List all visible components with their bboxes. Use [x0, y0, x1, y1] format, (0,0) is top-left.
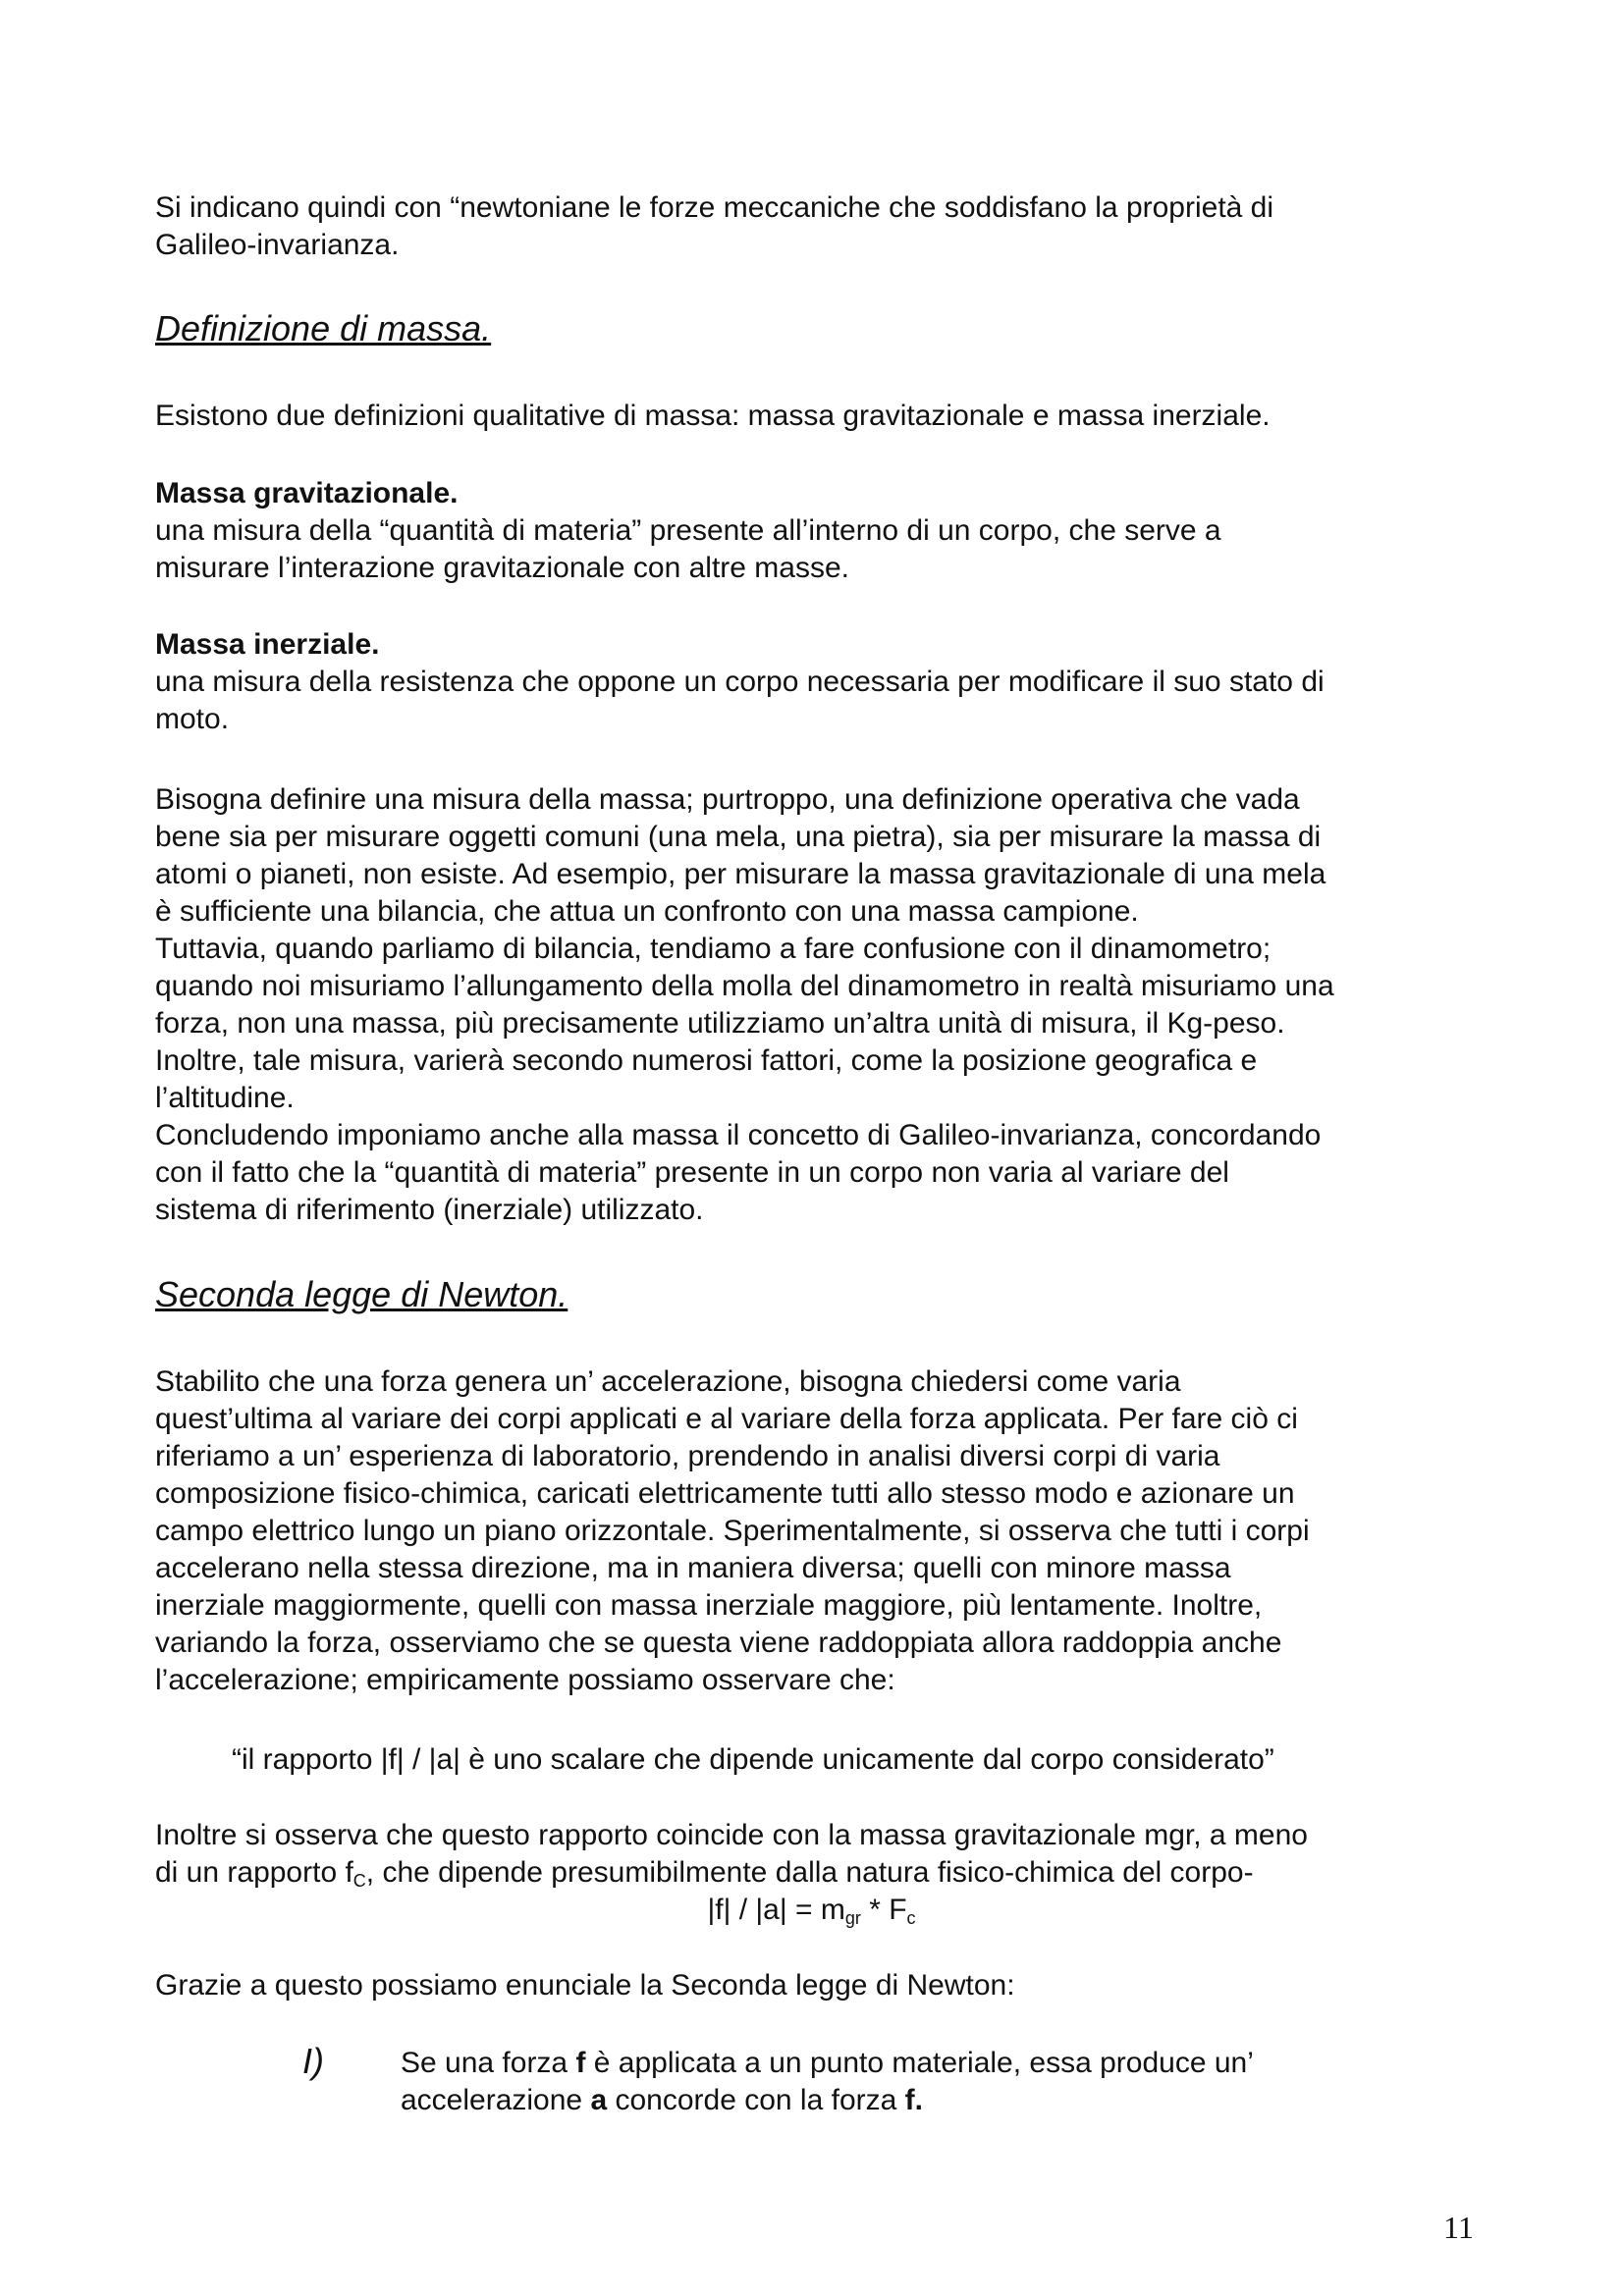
paragraph-line: Inoltre, tale misura, varierà secondo numerosi fattori, come la posizione geografica e — [155, 1044, 1258, 1077]
enunciate-line — [155, 1967, 1471, 2004]
formula-text: * F — [860, 1894, 907, 1926]
paragraph-line: l’altitudine. — [155, 1082, 295, 1114]
ratio-paragraph — [155, 1817, 1471, 1892]
page-number: 11 — [1443, 2210, 1474, 2245]
grav-mass-title: Massa gravitazionale. — [155, 477, 459, 509]
mass-formula — [0, 1892, 1623, 1929]
paragraph-line: riferiamo a un’ esperienza di laboratorio, prendendo in analisi diversi corpi di varia — [155, 1440, 1220, 1472]
intro-line: Si indicano quindi con “newtoniane le forze meccaniche che soddisfano la proprietà di — [155, 191, 1274, 224]
law-bold: f. — [904, 2084, 923, 2116]
paragraph-line: composizione fisico-chimica, caricati elettricamente tutti allo stesso modo e azionare un — [155, 1477, 1295, 1510]
law-bold: a — [590, 2084, 608, 2116]
inert-mass-line: moto. — [155, 703, 230, 735]
formula-text: |f| / |a| = m — [707, 1894, 845, 1926]
ratio-text: di un rapporto f — [155, 1856, 353, 1889]
intro-line: Galileo-invarianza. — [155, 229, 400, 261]
formula-subscript: c — [906, 1908, 916, 1928]
law-number: I) — [302, 2041, 324, 2081]
paragraph-line: è sufficiente una bilancia, che attua un confronto con una massa campione. — [155, 895, 1139, 928]
section-heading-newton: Seconda legge di Newton. — [155, 1274, 568, 1314]
law-segment: accelerazione — [401, 2084, 591, 2116]
inert-mass-line: una misura della resistenza che oppone un corpo necessaria per modificare il suo stato di — [155, 666, 1325, 698]
paragraph-line: campo elettrico lungo un piano orizzontale. Sperimentalmente, si osserva che tutti i corpi — [155, 1515, 1310, 1547]
intro-paragraph — [155, 189, 1471, 264]
paragraph-line: Tuttavia, quando parliamo di bilancia, tendiamo a fare confusione con il dinamometro; — [155, 933, 1271, 965]
enunciate-text: Grazie a questo possiamo enunciale la Seconda legge di Newton: — [155, 1969, 1015, 2002]
law-segment: è applicata a un punto materiale, essa produce un’ — [585, 2047, 1254, 2079]
formula-subscript: gr — [844, 1908, 861, 1928]
paragraph-line: forza, non una massa, più precisamente utilizziamo un’altra unità di misura, il Kg-peso. — [155, 1007, 1285, 1040]
paragraph-line: quando noi misuriamo l’allungamento della molla del dinamometro in realtà misuriamo una — [155, 970, 1334, 1002]
grav-mass-paragraph — [155, 475, 1471, 587]
ratio-line — [155, 1854, 1471, 1892]
paragraph-line: inerziale maggiormente, quelli con massa inerziale maggiore, più lentamente. Inoltre, — [155, 1589, 1263, 1622]
paragraph-line: Concludendo imponiamo anche alla massa il concetto di Galileo-invarianza, concordando — [155, 1119, 1322, 1151]
paragraph-line: con il fatto che la “quantità di materia” presente in un corpo non varia al variare del — [155, 1156, 1229, 1189]
paragraph-line: bene sia per misurare oggetti comuni (una mela, una pietra), sia per misurare la massa di — [155, 821, 1322, 853]
paragraph-line: quest’ultima al variare dei corpi applicati e al variare della forza applicata. Per fare ciò ci — [155, 1403, 1298, 1435]
inert-mass-paragraph — [155, 626, 1471, 738]
law-segment: Se una forza — [401, 2047, 576, 2079]
paragraph-line: Bisogna definire una misura della massa; purtroppo, una definizione operativa che vada — [155, 783, 1300, 816]
mass-intro-line: Esistono due definizioni qualitative di massa: massa gravitazionale e massa inerziale. — [155, 400, 1271, 432]
ratio-quote: “il rapporto |f| / |a| è uno scalare che dipende unicamente dal corpo considerato” — [232, 1743, 1274, 1776]
paragraph-line: variando la forza, osserviamo che se questa viene raddoppiata allora raddoppia anche — [155, 1627, 1282, 1659]
paragraph-line: sistema di riferimento (inerziale) utilizzato. — [155, 1194, 704, 1226]
paragraph-line: l’accelerazione; empiricamente possiamo osservare che: — [155, 1664, 895, 1696]
law-segment: concorde con la forza — [607, 2084, 905, 2116]
grav-mass-line: misurare l’interazione gravitazionale con altre masse. — [155, 552, 849, 584]
grav-mass-line: una misura della “quantità di materia” presente all’interno di un corpo, che serve a — [155, 514, 1221, 547]
ratio-line: Inoltre si osserva che questo rapporto coincide con la massa gravitazionale mgr, a meno — [155, 1819, 1308, 1851]
newton-paragraph — [155, 1363, 1471, 1699]
law-bold: f — [575, 2047, 586, 2079]
ratio-text: , che dipende presumibilmente dalla natura fisico-chimica del corpo- — [365, 1856, 1254, 1889]
ratio-subscript: C — [352, 1871, 366, 1891]
mass-intro — [155, 398, 1471, 435]
paragraph-line: accelerano nella stessa direzione, ma in maniera diversa; quelli con minore massa — [155, 1552, 1231, 1584]
paragraph-line: atomi o pianeti, non esiste. Ad esempio, per misurare la massa gravitazionale di una mela — [155, 858, 1326, 890]
section-heading-mass: Definizione di massa. — [155, 308, 492, 348]
law-text — [401, 2045, 1441, 2119]
paragraph-line: Stabilito che una forza genera un’ accelerazione, bisogna chiedersi come varia — [155, 1365, 1181, 1398]
inert-mass-title: Massa inerziale. — [155, 628, 380, 661]
mass-measure-paragraph — [155, 781, 1471, 1229]
